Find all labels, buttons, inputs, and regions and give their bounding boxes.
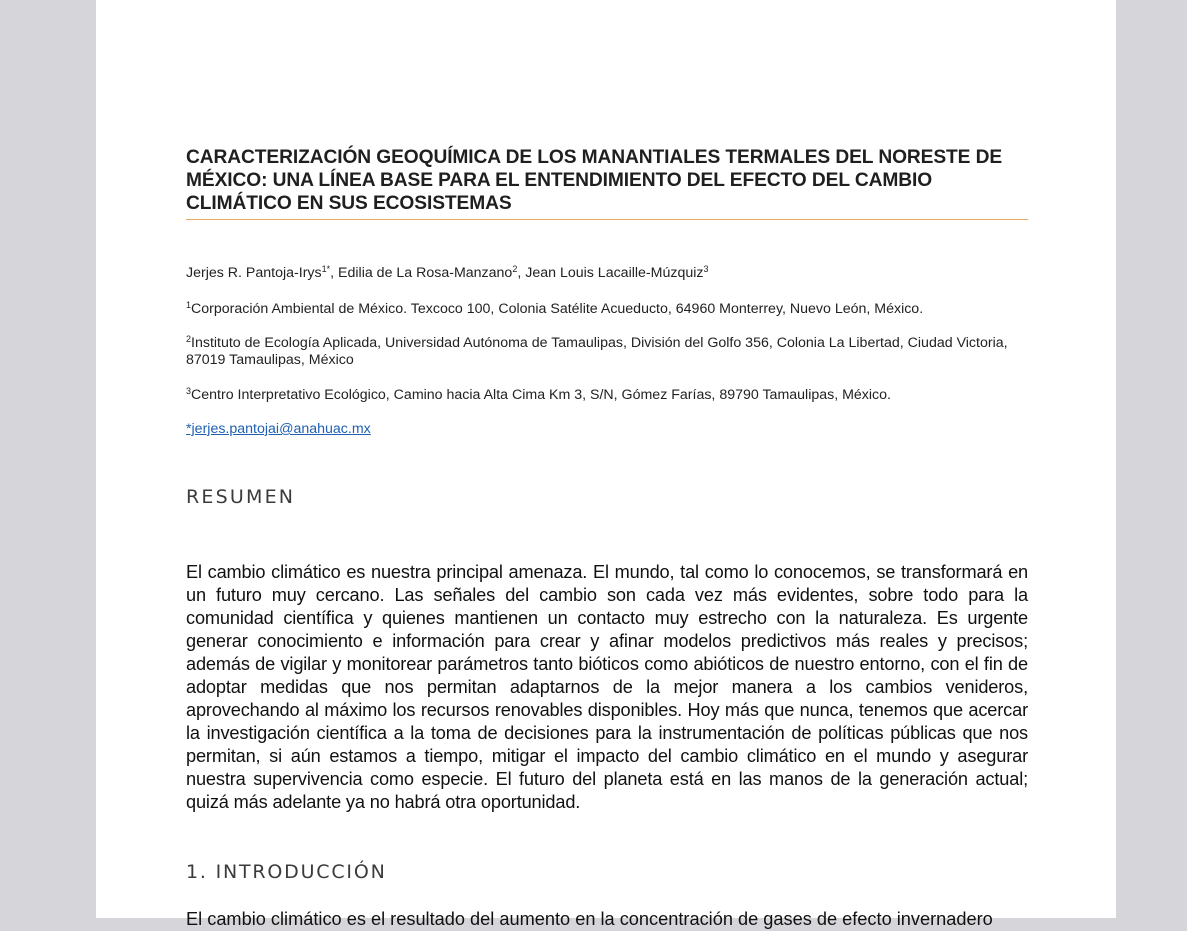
affiliation-marker: 3 xyxy=(186,386,192,396)
author-separator: , xyxy=(330,265,339,281)
email-link[interactable]: *jerjes.pantojai@anahuac.mx xyxy=(186,421,371,437)
author-separator: , xyxy=(517,265,526,281)
affiliation-marker: 2 xyxy=(186,334,192,344)
paper-title: CARACTERIZACIÓN GEOQUÍMICA DE LOS MANANTIALES TERMALES DEL NORESTE DE MÉXICO: UNA LÍNEA BASE PARA EL ENTENDIMIENTO DEL EFECTO DEL CAMBIO CLIMÁTICO EN SUS ECOSISTEMAS xyxy=(186,146,1028,220)
author-affiliation-marker: 3 xyxy=(703,264,709,274)
document-page xyxy=(96,0,1116,929)
author-name: Jean Louis Lacaille-Múzquiz xyxy=(525,265,704,281)
author-name: Edilia de La Rosa-Manzano xyxy=(338,265,513,281)
affiliation-text: Instituto de Ecología Aplicada, Universidad Autónoma de Tamaulipas, División del Golfo 356, Colonia La Libertad, Ciudad Victoria, 87019 Tamaulipas, México xyxy=(186,335,1008,368)
author-name: Jerjes R. Pantoja-Irys xyxy=(186,265,322,281)
introduction-text: El cambio climático es el resultado del aumento en la concentración de gases de efecto invernadero xyxy=(186,909,993,929)
abstract-heading: RESUMEN xyxy=(186,486,296,508)
corresponding-email xyxy=(186,421,1028,437)
affiliation-marker: 1 xyxy=(186,300,192,310)
abstract-text: El cambio climático es nuestra principal amenaza. El mundo, tal como lo conocemos, se transformará en un futuro muy cercano. Las señales del cambio son cada vez más evidentes, sobre todo para la comunidad científica y quienes mantienen un contacto muy estrecho con la naturaleza. Es urgente generar conocimiento e información para crear y afinar modelos predictivos más reales y precisos; además de vigilar y monitorear parámetros tanto bióticos como abióticos de nuestro entorno, con el fin de adoptar medidas que nos permitan adaptarnos de la mejor manera a los cambios venideros, aprovechando al máximo los recursos renovables disponibles. Hoy más que nunca, tenemos que acercar la investigación científica a la toma de decisiones para la instrumentación de políticas públicas que nos permitan, si aún estamos a tiempo, mitigar el impacto del cambio climático en el mundo y asegurar nuestra supervivencia como especie. El futuro del planeta está en las manos de la generación actual; quizá más adelante ya no habrá otra oportunidad. xyxy=(186,562,1028,812)
author-list xyxy=(186,265,1028,281)
author-affiliation-marker: 1* xyxy=(321,264,331,274)
affiliation-text: Corporación Ambiental de México. Texcoco 100, Colonia Satélite Acueducto, 64960 Monterrey, Nuevo León, México. xyxy=(191,301,924,317)
introduction-heading: 1. INTRODUCCIÓN xyxy=(186,861,387,883)
affiliation-1 xyxy=(186,301,1028,318)
affiliation-text: Centro Interpretativo Ecológico, Camino hacia Alta Cima Km 3, S/N, Gómez Farías, 89790 Tamaulipas, México. xyxy=(191,387,891,403)
author-affiliation-marker: 2 xyxy=(512,264,518,274)
affiliation-2 xyxy=(186,335,1028,369)
affiliation-3 xyxy=(186,387,1028,404)
